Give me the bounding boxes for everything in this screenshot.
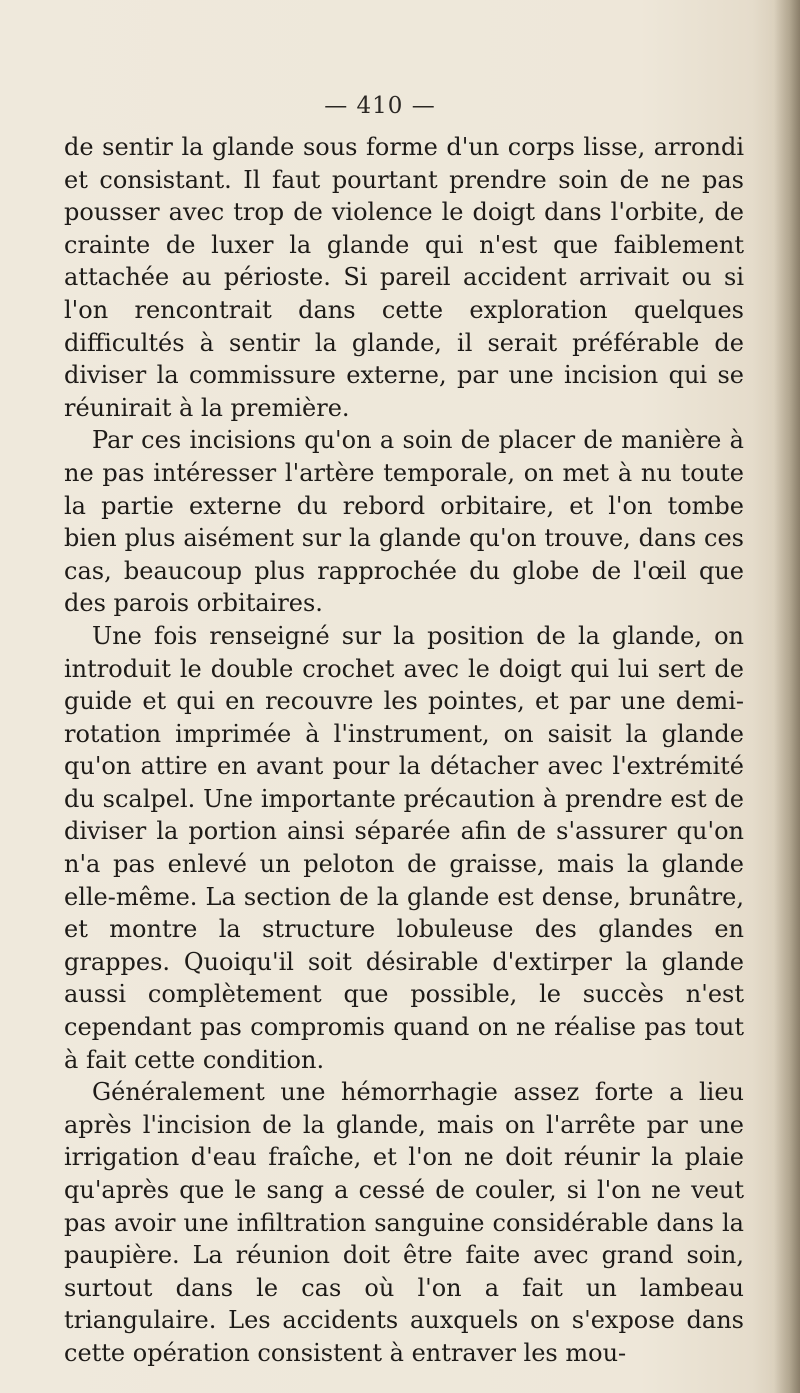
paragraph-3: Une fois renseigné sur la position de la glande, on introduit le double crochet avec le doigt qui lui sert de guide et qui en recouvre les pointes, et par une demi-rotation imprimée à l'instrument, on saisit la glande qu'on attire en avant pour la détacher avec l'extrémité du scalpel. Une importante précaution à prendre est de diviser la portion ainsi séparée afin de s'assurer qu'on n'a pas enlevé un peloton de graisse, mais la glande elle-même. La section de la glande est dense, brunâtre, et montre la structure lobuleuse des glandes en grappes. Quoiqu'il soit désirable d'extirper la glande aussi complètement que possible, le succès n'est cependant pas compromis quand on ne réalise pas tout à fait cette condition.: [64, 621, 744, 1074]
paragraph-4: Généralement une hémorrhagie assez forte a lieu après l'incision de la glande, mais on l'arrête par une irrigation d'eau fraîche, et l'on ne doit réunir la plaie qu'après que le sang a cessé de couler, si l'on ne veut pas avoir une infiltration sanguine considérable dans la paupière. La réunion doit être faite avec grand soin, surtout dans le cas où l'on a fait un lambeau triangulaire. Les accidents auxquels on s'expose dans cette opération consistent à entraver les mou-: [64, 1078, 744, 1367]
body-text: [64, 131, 744, 1370]
page-number: — 410 —: [324, 93, 436, 119]
page-edge-shadow: [774, 0, 800, 1393]
paragraph-2: Par ces incisions qu'on a soin de placer de manière à ne pas intéresser l'artère temporale, on met à nu toute la partie externe du rebord orbitaire, et l'on tombe bien plus aisément sur la glande qu'on trouve, dans ces cas, beaucoup plus rapprochée du globe de l'œil que des parois orbitaires.: [64, 426, 744, 618]
paragraph-1: de sentir la glande sous forme d'un corps lisse, arrondi et consistant. Il faut pourtant prendre soin de ne pas pousser avec trop de violence le doigt dans l'orbite, de crainte de luxer la glande qui n'est que faiblement attachée au périoste. Si pareil accident arrivait ou si l'on rencontrait dans cette exploration quelques difficultés à sentir la glande, il serait préférable de diviser la commissure externe, par une incision qui se réunirait à la première.: [64, 133, 744, 422]
